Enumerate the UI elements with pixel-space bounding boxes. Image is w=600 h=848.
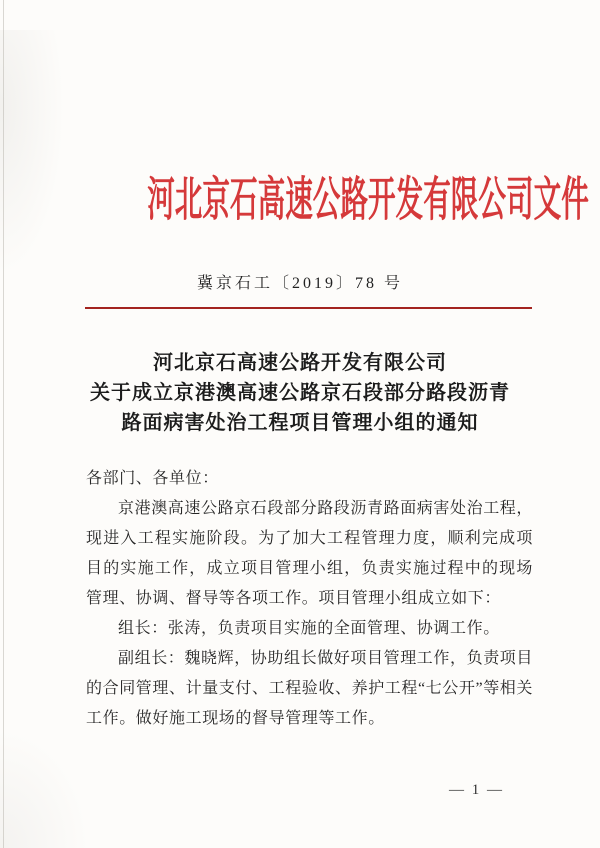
scan-smudge-bottom-left (0, 728, 90, 848)
letterhead-org-title (0, 168, 600, 232)
document-title (50, 348, 550, 438)
document-number: 冀京石工〔2019〕78 号 (196, 275, 403, 292)
letterhead-divider-rule (85, 307, 532, 309)
scan-smudge-top-left (0, 30, 70, 290)
document-title-line-2: 关于成立京港澳高速公路京石段部分路段沥青 (90, 382, 510, 404)
page-number: — 1 — (449, 782, 504, 798)
document-title-line-3: 路面病害处治工程项目管理小组的通知 (121, 412, 479, 434)
scan-edge-artifact (3, 0, 4, 848)
body-paragraph-3: 副组长：魏晓辉，协助组长做好项目管理工作，负责项目的合同管理、计量支付、工程验收、养护工程“七公开”等相关工作。做好施工现场的督导管理等工作。 (86, 650, 534, 727)
document-body (86, 464, 533, 734)
salutation: 各部门、各单位： (86, 470, 219, 487)
body-paragraph-2: 组长：张涛，负责项目实施的全面管理、协调工作。 (118, 620, 500, 637)
document-title-line-1: 河北京石高速公路开发有限公司 (153, 352, 447, 374)
letterhead-org-title-text: 河北京石高速公路开发有限公司文件 (147, 173, 589, 226)
body-paragraph-1: 京港澳高速公路京石段部分路段沥青路面病害处治工程，现进入工程实施阶段。为了加大工程管理力度，顺利完成项目的实施工作，成立项目管理小组，负责实施过程中的现场管理、协调、督导等各项工作。项目管理小组成立如下： (86, 500, 534, 607)
